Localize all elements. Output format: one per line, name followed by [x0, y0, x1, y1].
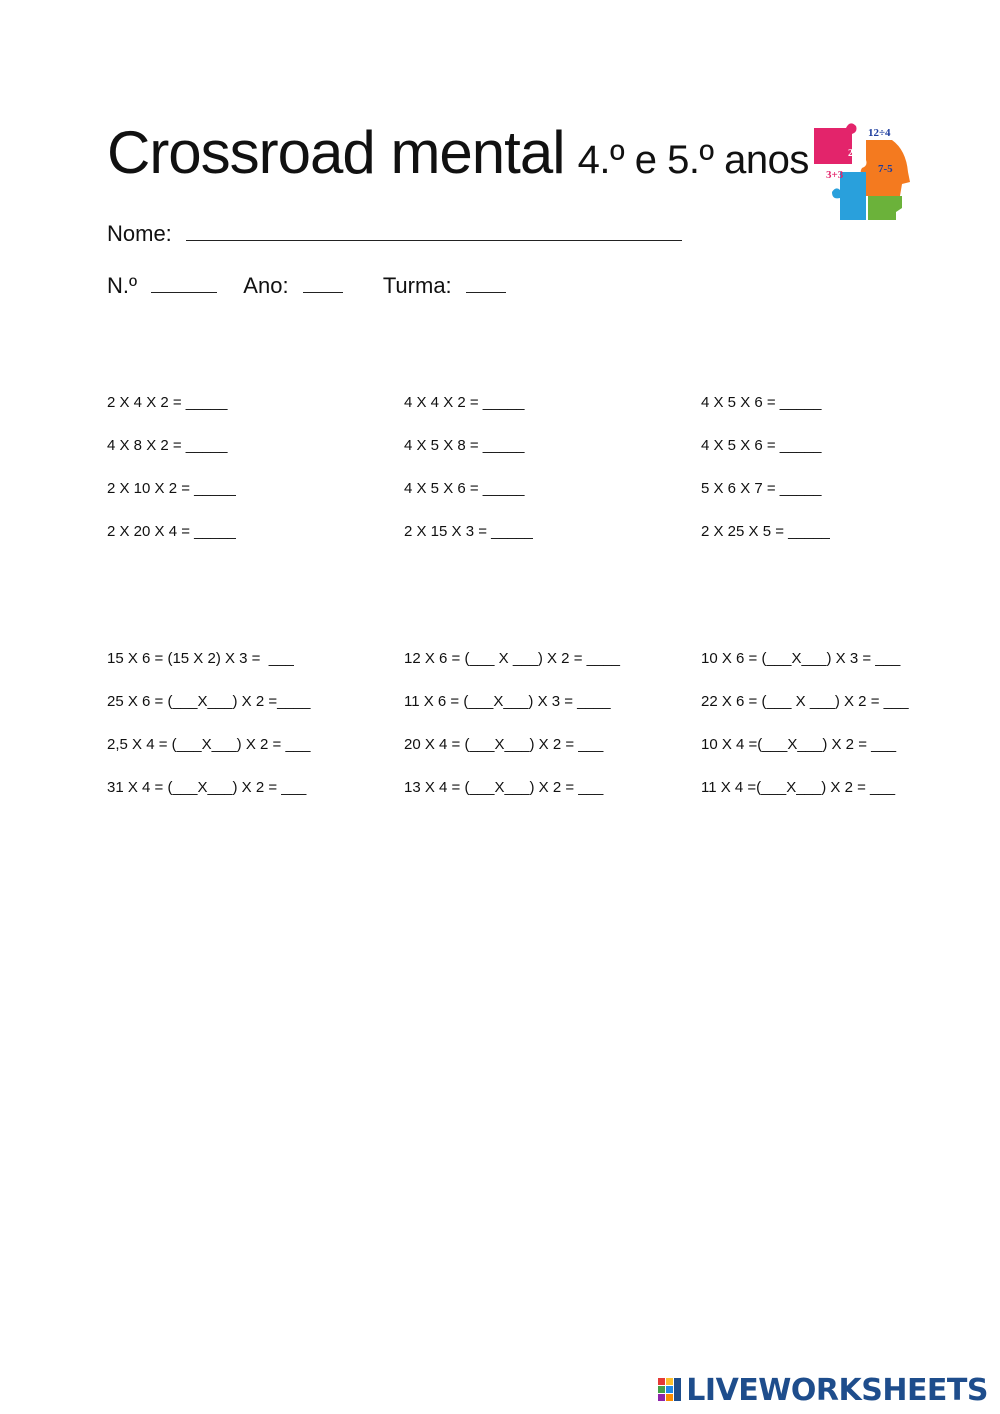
exercise-s1-c2-3[interactable]: 4 X 5 X 6 = _____ [404, 480, 525, 497]
exercise-s2-c2-3[interactable]: 20 X 4 = (___X___) X 2 = ___ [404, 736, 604, 753]
exercise-s2-c3-4[interactable]: 11 X 4 =(___X___) X 2 = ___ [701, 779, 896, 796]
brand-text: LIVEWORKSHEETS [686, 1372, 988, 1408]
worksheet-title [107, 118, 809, 198]
name-field [107, 220, 682, 247]
liveworksheets-logo-icon [657, 1377, 683, 1403]
exercise-s1-c1-2[interactable]: 4 X 8 X 2 = _____ [107, 437, 228, 454]
exercise-s1-c3-4[interactable]: 2 X 25 X 5 = _____ [701, 523, 830, 540]
exercise-s2-c2-2[interactable]: 11 X 6 = (___X___) X 3 = ____ [404, 693, 611, 710]
exercise-s2-c3-1[interactable]: 10 X 6 = (___X___) X 3 = ___ [701, 650, 901, 667]
exercise-s1-c3-1[interactable]: 4 X 5 X 6 = _____ [701, 394, 822, 411]
puzzle-head-icon [806, 120, 916, 225]
exercise-s1-c3-3[interactable]: 5 X 6 X 7 = _____ [701, 480, 822, 497]
year-label: Ano: [243, 273, 289, 298]
exercise-s2-c1-1[interactable]: 15 X 6 = (15 X 2) X 3 = ___ [107, 650, 294, 667]
name-input-line[interactable] [186, 220, 682, 241]
title-main: Crossroad mental [107, 119, 565, 186]
logo-expr-4: 3+3 [826, 169, 844, 181]
exercise-s2-c2-1[interactable]: 12 X 6 = (___ X ___) X 2 = ____ [404, 650, 620, 667]
title-subtitle: 4.º e 5.º anos [577, 138, 809, 182]
year-input-line[interactable] [303, 272, 343, 293]
number-input-line[interactable] [151, 272, 217, 293]
exercise-s2-c3-2[interactable]: 22 X 6 = (___ X ___) X 2 = ___ [701, 693, 909, 710]
number-label: N.º [107, 273, 138, 298]
logo-expr-2: 2×6 [848, 148, 864, 159]
exercise-s2-c2-4[interactable]: 13 X 4 = (___X___) X 2 = ___ [404, 779, 604, 796]
logo-expr-3: 7-5 [878, 163, 893, 175]
exercise-s1-c2-2[interactable]: 4 X 5 X 8 = _____ [404, 437, 525, 454]
exercise-s1-c1-1[interactable]: 2 X 4 X 2 = _____ [107, 394, 228, 411]
exercise-s2-c3-3[interactable]: 10 X 4 =(___X___) X 2 = ___ [701, 736, 897, 753]
exercise-s2-c1-3[interactable]: 2,5 X 4 = (___X___) X 2 = ___ [107, 736, 311, 753]
liveworksheets-brand [657, 1372, 988, 1408]
exercise-s1-c1-4[interactable]: 2 X 20 X 4 = _____ [107, 523, 236, 540]
logo-expr-1: 12÷4 [868, 127, 891, 139]
exercise-s2-c1-2[interactable]: 25 X 6 = (___X___) X 2 =____ [107, 693, 311, 710]
exercise-s1-c1-3[interactable]: 2 X 10 X 2 = _____ [107, 480, 236, 497]
class-label: Turma: [382, 273, 452, 298]
class-input-line[interactable] [466, 272, 506, 293]
details-field [107, 272, 506, 299]
exercise-s1-c2-1[interactable]: 4 X 4 X 2 = _____ [404, 394, 525, 411]
exercise-s1-c2-4[interactable]: 2 X 15 X 3 = _____ [404, 523, 533, 540]
exercise-s1-c3-2[interactable]: 4 X 5 X 6 = _____ [701, 437, 822, 454]
name-label: Nome: [107, 221, 172, 246]
exercise-s2-c1-4[interactable]: 31 X 4 = (___X___) X 2 = ___ [107, 779, 307, 796]
